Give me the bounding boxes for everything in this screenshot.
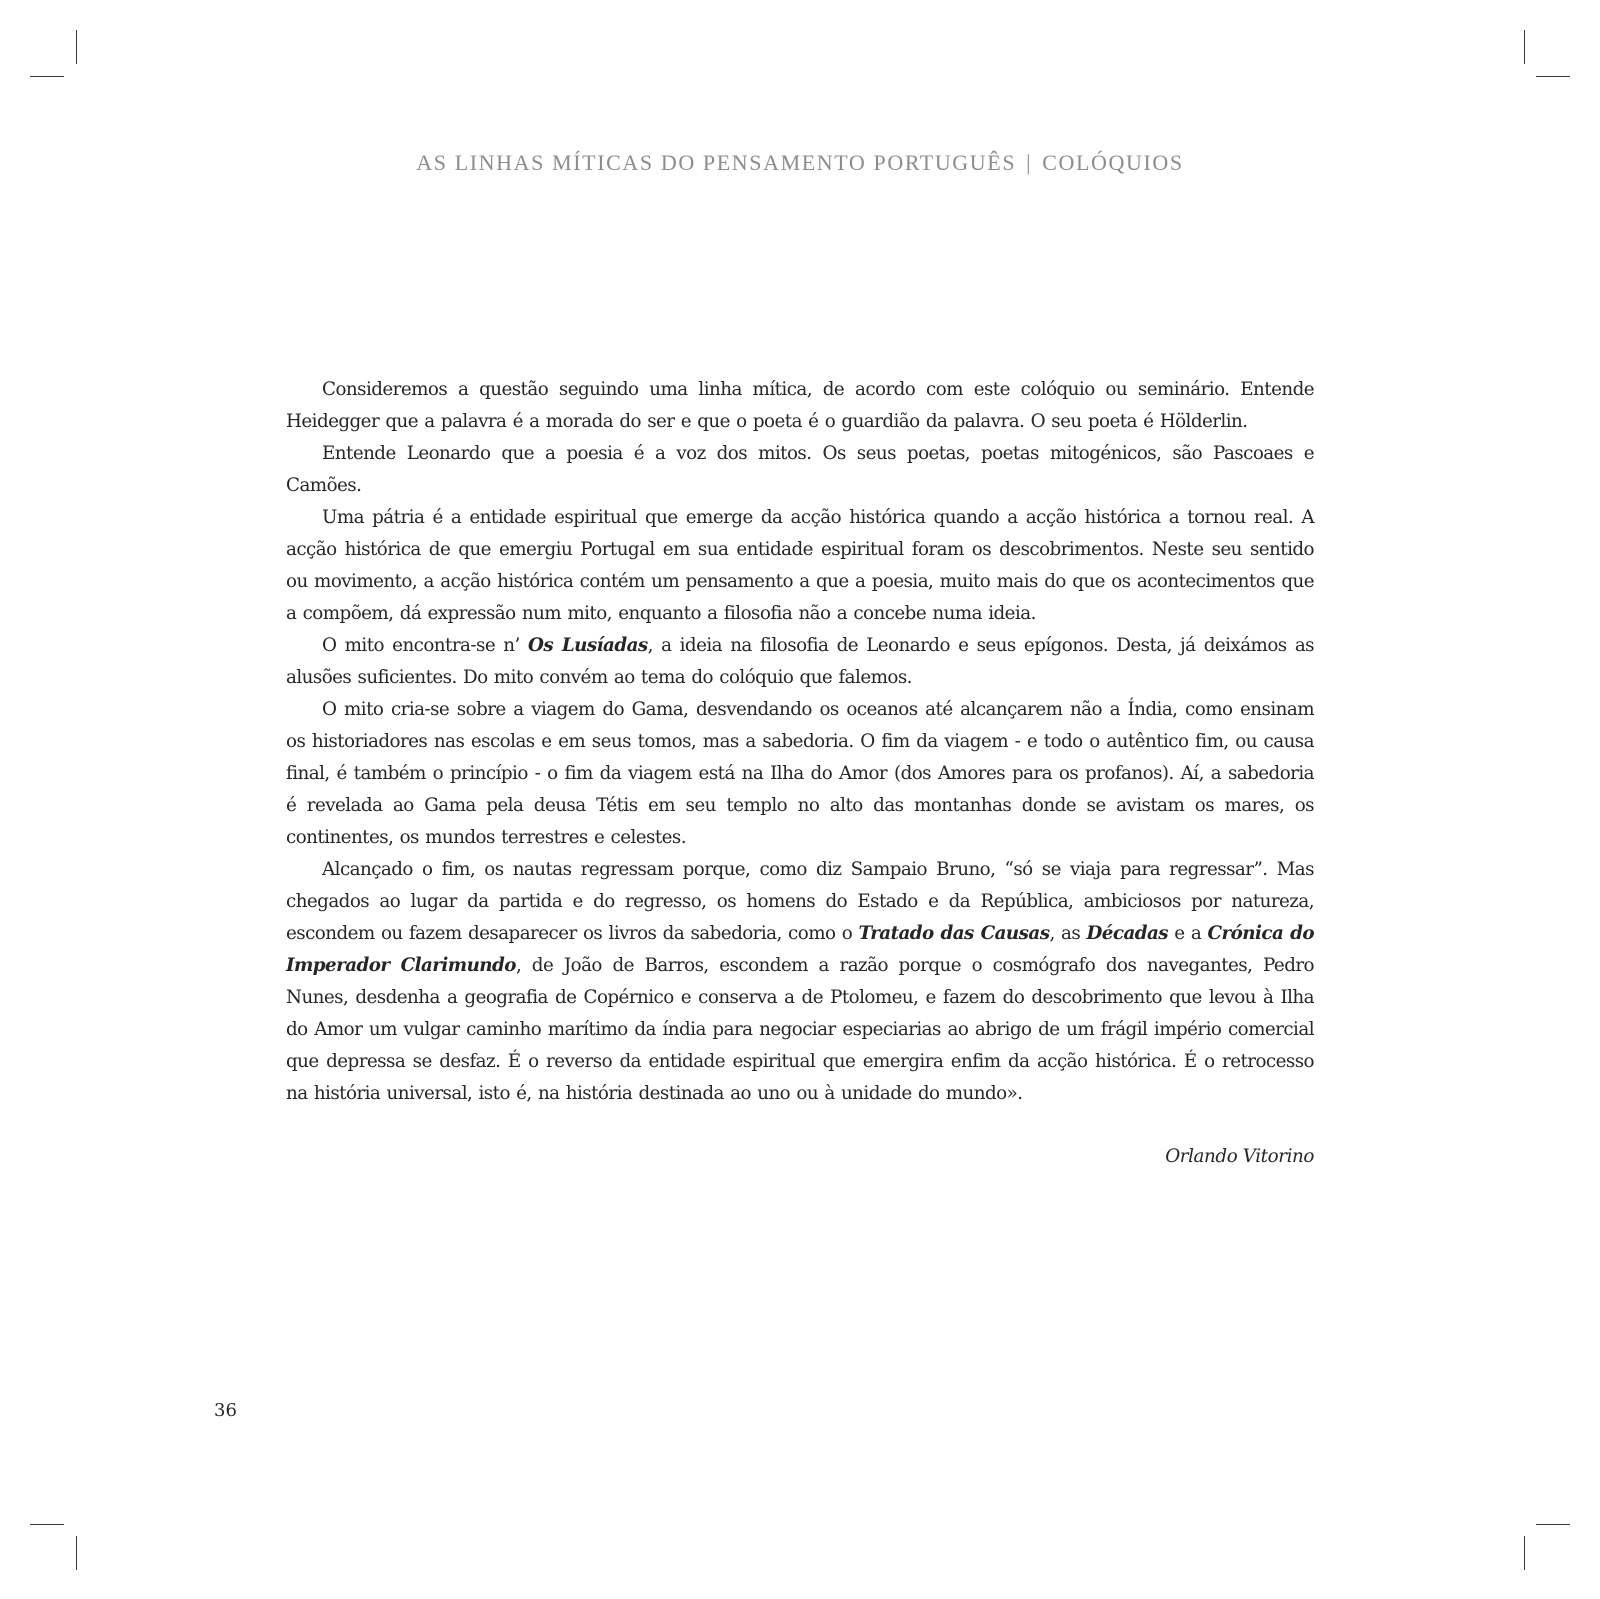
book-title-tratado-das-causas: Tratado das Causas (858, 923, 1050, 944)
paragraph-6-text-b: , as (1049, 923, 1087, 944)
paragraph-6-text-c: e a (1168, 923, 1208, 944)
paragraph-6 (286, 854, 1314, 1110)
crop-mark-bottom-left-v (76, 1536, 77, 1570)
paragraph-4 (286, 630, 1314, 694)
page-number: 36 (214, 1400, 237, 1421)
paragraph-3: Uma pátria é a entidade espiritual que emerge da acção histórica quando a acção histórica a tornou real. A acção histórica de que emergiu Portugal em sua entidade espiritual foram os descobrimentos. Neste seu sentido ou movimento, a acção histórica contém um pensamento a que a poesia, muito mais do que os acontecimentos que a compõem, dá expressão num mito, enquanto a filosofia não a concebe numa ideia. (286, 507, 1314, 624)
running-header-title: AS LINHAS MÍTICAS DO PENSAMENTO PORTUGUÊS (416, 150, 1017, 175)
author-signature: Orlando Vitorino (1165, 1146, 1314, 1167)
paragraph-6-text-a: Alcançado o fim, os nautas regressam porque, como diz Sampaio Bruno, “só se viaja para regressar”. Mas chegados ao lugar da partida e do regresso, os homens do Estado e da República, ambiciosos por natureza, escondem ou fazem desaparecer os livros da sabedoria, como o (286, 859, 1314, 944)
crop-mark-bottom-right-v (1524, 1536, 1525, 1570)
crop-mark-bottom-right-h (1536, 1524, 1570, 1525)
paragraph-6-text-d: , de João de Barros, escondem a razão porque o cosmógrafo dos navegantes, Pedro Nunes, desdenha a geografia de Copérnico e conserva a de Ptolomeu, e fazem do descobrimento que levou à Ilha do Amor um vulgar caminho marítimo da índia para negociar especiarias ao abrigo de um frágil império comercial que depressa se desfaz. É o reverso da entidade espiritual que emergira enfim da acção histórica. É o retrocesso na história universal, isto é, na história destinada ao uno ou à unidade do mundo». (286, 955, 1315, 1104)
crop-mark-top-left-v (76, 30, 77, 64)
body-text (286, 374, 1314, 1110)
running-header (0, 150, 1600, 176)
paragraph-1: Consideremos a questão seguindo uma linha mítica, de acordo com este colóquio ou seminário. Entende Heidegger que a palavra é a morada do ser e que o poeta é o guardião da palavra. O seu poeta é Hölderlin. (286, 379, 1314, 432)
paragraph-4-text-a: O mito encontra-se n’ (322, 635, 528, 656)
book-title-os-lusiadas: Os Lusíadas (528, 635, 648, 656)
book-title-decadas: Décadas (1086, 923, 1169, 944)
crop-mark-top-left-h (30, 76, 64, 77)
running-header-section: COLÓQUIOS (1042, 150, 1184, 175)
running-header-separator: | (1026, 150, 1033, 175)
crop-mark-top-right-h (1536, 76, 1570, 77)
paragraph-5: O mito cria-se sobre a viagem do Gama, desvendando os oceanos até alcançarem não a Índia, como ensinam os historiadores nas escolas e em seus tomos, mas a sabedoria. O fim da viagem - e todo o autêntico fim, ou causa final, é também o princípio - o fim da viagem está na Ilha do Amor (dos Amores para os profanos). Aí, a sabedoria é revelada ao Gama pela deusa Tétis em seu templo no alto das montanhas donde se avistam os mares, os continentes, os mundos terrestres e celestes. (286, 699, 1314, 848)
paragraph-2: Entende Leonardo que a poesia é a voz dos mitos. Os seus poetas, poetas mitogénicos, são Pascoaes e Camões. (286, 443, 1314, 496)
paragraph-4-text-b: , a ideia na filosofia de Leonardo e seus epígonos. Desta, já deixámos as alusões suficientes. Do mito convém ao tema do colóquio que falemos. (286, 635, 1314, 688)
book-title-cronica-clarimundo: Crónica do Imperador Clarimundo (286, 923, 1314, 976)
crop-mark-top-right-v (1524, 30, 1525, 64)
crop-mark-bottom-left-h (30, 1524, 64, 1525)
